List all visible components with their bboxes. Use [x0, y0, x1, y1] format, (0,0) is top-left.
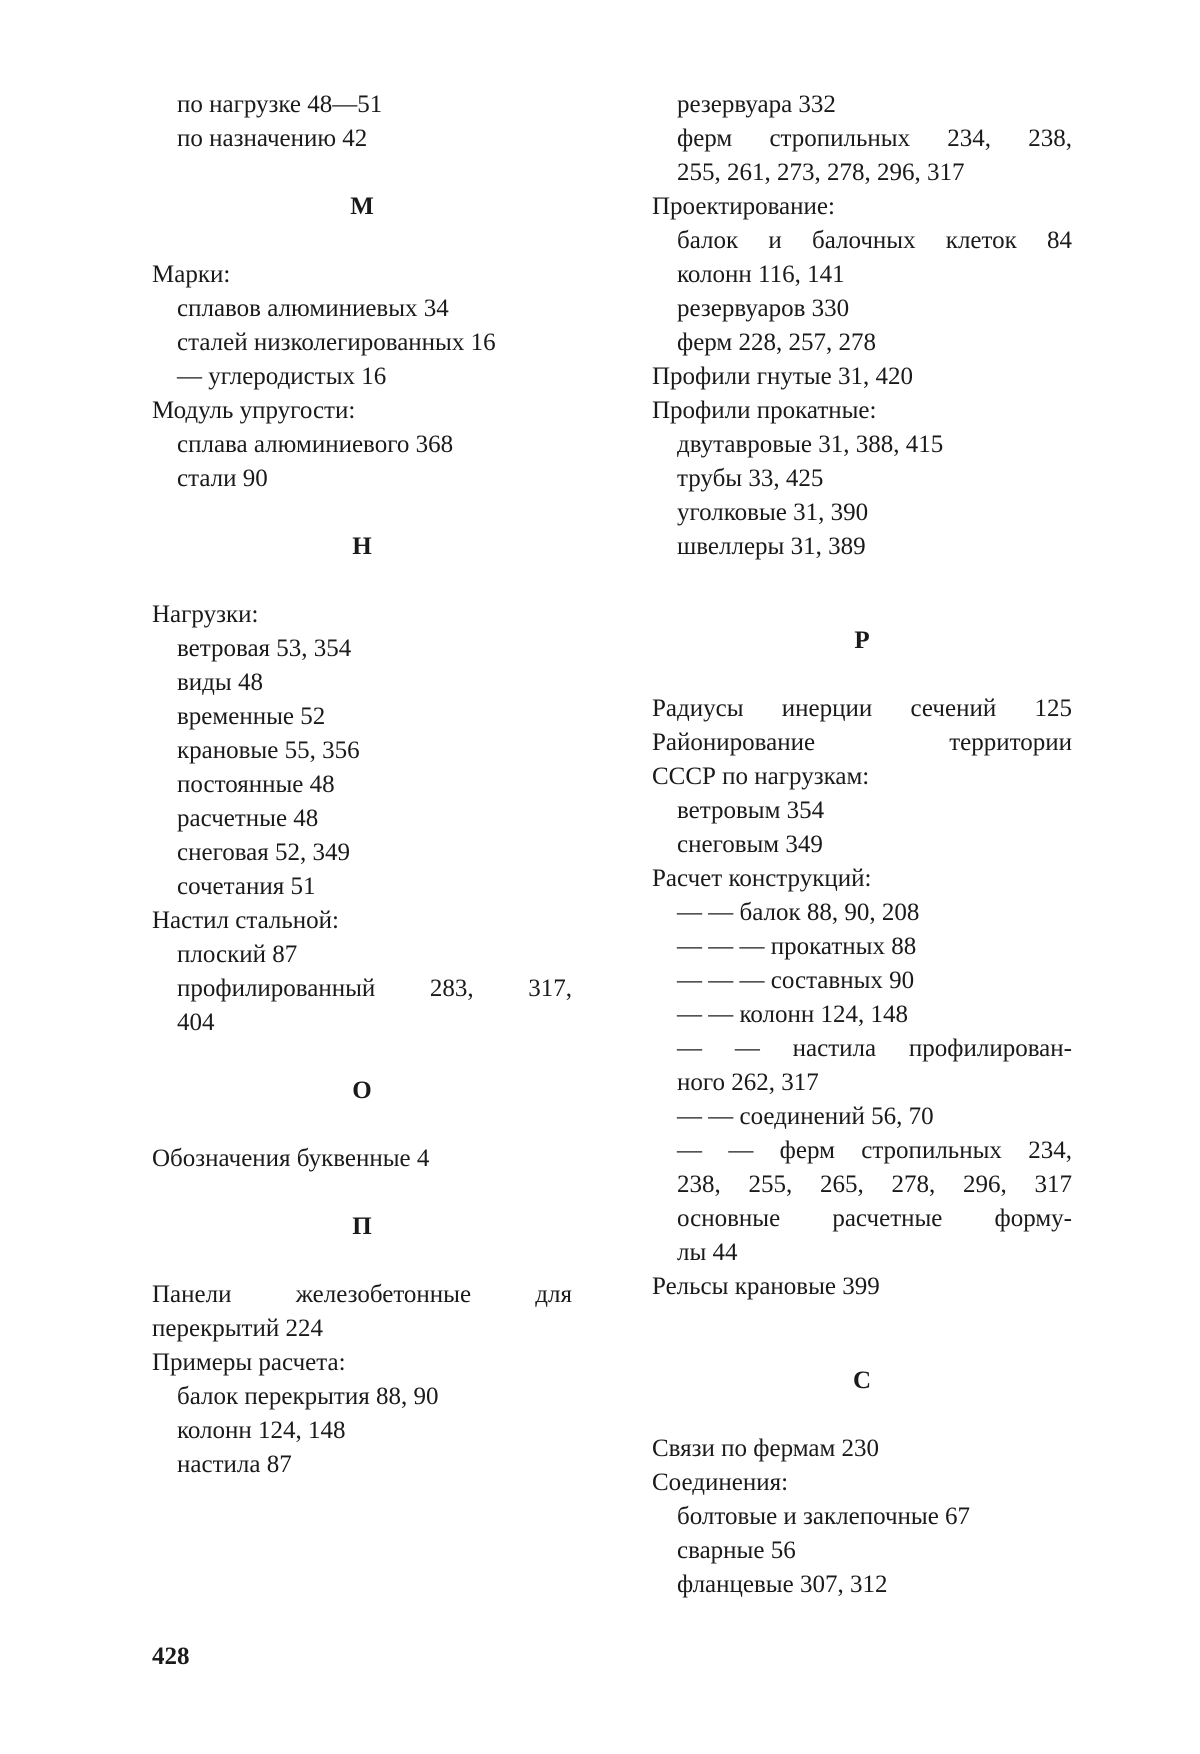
index-entry: СССР по нагрузкам:	[652, 763, 870, 790]
index-entry: Модуль упругости:	[152, 397, 356, 424]
index-entry: Примеры расчета:	[152, 1349, 346, 1376]
index-entry: Панели железобетонные для	[152, 1281, 572, 1308]
index-subentry: расчетные 48	[177, 805, 319, 832]
index-subentry: временные 52	[177, 703, 326, 730]
index-entry: Соединения:	[652, 1469, 789, 1496]
spacer	[152, 156, 572, 190]
index-entry: Рельсы крановые 399	[652, 1273, 880, 1300]
index-subentry: снеговая 52, 349	[177, 839, 351, 866]
index-subentry: сплава алюминиевого 368	[177, 431, 454, 458]
index-entry: Радиусы инерции сечений 125	[652, 695, 1072, 722]
index-subentry: по нагрузке 48—51	[177, 91, 383, 118]
index-subentry: лы 44	[677, 1239, 738, 1266]
spacer	[652, 658, 1072, 692]
spacer	[652, 564, 1072, 598]
index-subentry: трубы 33, 425	[677, 465, 824, 492]
index-subentry: 404	[177, 1009, 215, 1036]
index-column-left	[152, 88, 572, 1482]
index-subentry: сочетания 51	[177, 873, 316, 900]
index-subentry: профилированный 283, 317,	[177, 975, 572, 1002]
spacer	[652, 1338, 1072, 1364]
index-subentry: сварные 56	[677, 1537, 796, 1564]
section-letter: М	[350, 193, 374, 220]
spacer	[652, 1304, 1072, 1338]
section-letter: П	[352, 1213, 372, 1240]
index-subentry: сплавов алюминиевых 34	[177, 295, 449, 322]
index-subentry: крановые 55, 356	[177, 737, 360, 764]
index-subentry: — — настила профилирован-	[677, 1035, 1072, 1062]
section-letter: Н	[352, 533, 372, 560]
index-column-right	[652, 88, 1072, 1602]
index-entry: Профили гнутые 31, 420	[652, 363, 913, 390]
index-entry: перекрытий 224	[152, 1315, 323, 1342]
index-subentry: — — — прокатных 88	[677, 933, 917, 960]
index-entry: Проектирование:	[652, 193, 835, 220]
index-subentry: ного 262, 317	[677, 1069, 819, 1096]
index-entry: Настил стальной:	[152, 907, 339, 934]
spacer	[652, 1398, 1072, 1432]
index-subentry: — — — составных 90	[677, 967, 915, 994]
spacer	[152, 1176, 572, 1210]
index-entry: Районирование территории	[652, 729, 1072, 756]
page-number: 428	[152, 1643, 190, 1670]
index-subentry: ветровым 354	[677, 797, 825, 824]
index-subentry: виды 48	[177, 669, 263, 696]
spacer	[152, 564, 572, 598]
index-subentry: — — колонн 124, 148	[677, 1001, 909, 1028]
section-letter: О	[352, 1077, 372, 1104]
index-subentry: двутавровые 31, 388, 415	[677, 431, 944, 458]
spacer	[152, 224, 572, 258]
index-subentry: резервуара 332	[677, 91, 836, 118]
index-subentry: балок перекрытия 88, 90	[177, 1383, 439, 1410]
index-subentry: сталей низколегированных 16	[177, 329, 496, 356]
section-letter: Р	[854, 627, 870, 654]
index-subentry: — — соединений 56, 70	[677, 1103, 934, 1130]
index-subentry: ферм стропильных 234, 238,	[677, 125, 1072, 152]
index-subentry: постоянные 48	[177, 771, 335, 798]
index-subentry: стали 90	[177, 465, 268, 492]
index-subentry: фланцевые 307, 312	[677, 1571, 888, 1598]
spacer	[152, 1244, 572, 1278]
index-subentry: настила 87	[177, 1451, 292, 1478]
index-subentry: уголковые 31, 390	[677, 499, 869, 526]
index-subentry: ветровая 53, 354	[177, 635, 352, 662]
index-subentry: колонн 116, 141	[677, 261, 845, 288]
index-entry: Расчет конструкций:	[652, 865, 872, 892]
index-subentry: резервуаров 330	[677, 295, 850, 322]
index-subentry: — — ферм стропильных 234,	[677, 1137, 1072, 1164]
index-subentry: болтовые и заклепочные 67	[677, 1503, 971, 1530]
index-entry: Связи по фермам 230	[652, 1435, 880, 1462]
index-subentry: колонн 124, 148	[177, 1417, 346, 1444]
index-subentry: по назначению 42	[177, 125, 368, 152]
index-subentry: балок и балочных клеток 84	[677, 227, 1072, 254]
index-entry: Профили прокатные:	[652, 397, 877, 424]
spacer	[152, 1040, 572, 1074]
index-entry: Нагрузки:	[152, 601, 259, 628]
index-subentry: швеллеры 31, 389	[677, 533, 866, 560]
index-subentry: — углеродистых 16	[177, 363, 387, 390]
index-subentry: — — балок 88, 90, 208	[677, 899, 920, 926]
index-subentry: плоский 87	[177, 941, 298, 968]
section-letter: С	[852, 1367, 872, 1394]
index-subentry: 255, 261, 273, 278, 296, 317	[677, 159, 965, 186]
index-entry: Обозначения буквенные 4	[152, 1145, 430, 1172]
index-subentry: основные расчетные форму-	[677, 1205, 1072, 1232]
index-entry: Марки:	[152, 261, 231, 288]
spacer	[152, 1108, 572, 1142]
index-subentry: 238, 255, 265, 278, 296, 317	[677, 1171, 1072, 1198]
index-subentry: ферм 228, 257, 278	[677, 329, 876, 356]
spacer	[152, 496, 572, 530]
spacer	[652, 598, 1072, 624]
index-subentry: снеговым 349	[677, 831, 823, 858]
